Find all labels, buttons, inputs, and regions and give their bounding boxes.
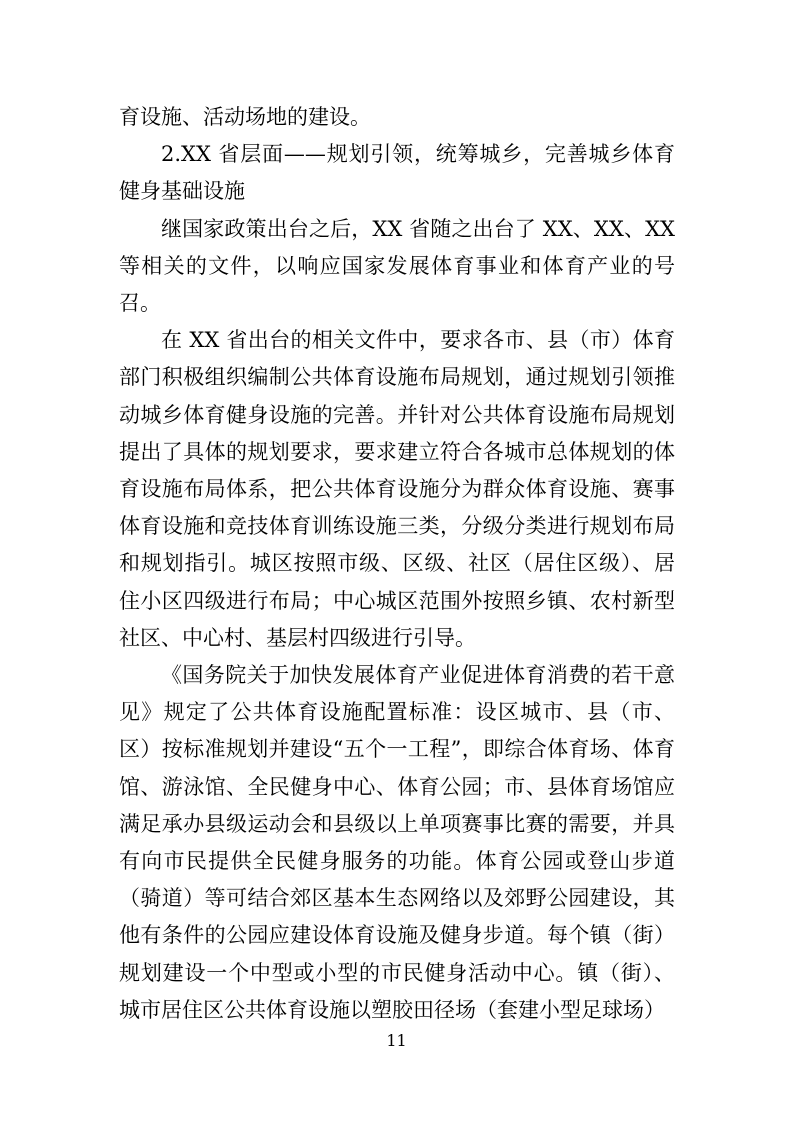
page-number: 11 — [386, 1031, 407, 1050]
section-heading: 2.XX 省层面——规划引领，统筹城乡，完善城乡体育健身基础设施 — [119, 142, 675, 204]
paragraph: 《国务院关于加快发展体育产业促进体育消费的若干意见》规定了公共体育设施配置标准：设区城市、县（市、区）按标准规划并建设“五个一工程”，即综合体育场、体育馆、游泳馆、全民健身中心、体育公园；市、县体育场馆应满足承办县级运动会和县级以上单项赛事比赛的需要，并具有向市民提供全民健身服务的功能。体育公园或登山步道（骑道）等可结合郊区基本生态网络以及郊野公园建设，其他有条件的公园应建设体育设施及健身步道。每个镇（街）规划建设一个中型或小型的市民健身活动中心。镇（街）、城市居住区公共体育设施以塑胶田径场（套建小型足球场） — [119, 663, 675, 1022]
paragraph: 继国家政策出台之后，XX 省随之出台了 XX、XX、XX 等相关的文件，以响应国家发展体育事业和体育产业的号召。 — [119, 216, 675, 316]
paragraph-continuation: 育设施、活动场地的建设。 — [119, 105, 371, 129]
paragraph: 在 XX 省出台的相关文件中，要求各市、县（市）体育部门积极组织编制公共体育设施布局规划，通过规划引领推动城乡体育健身设施的完善。并针对公共体育设施布局规划提出了具体的规划要求，要求建立符合各城市总体规划的体育设施布局体系，把公共体育设施分为群众体育设施、赛事体育设施和竞技体育训练设施三类，分级分类进行规划布局和规划指引。城区按照市级、区级、社区（居住区级）、居住小区四级进行布局；中心城区范围外按照乡镇、农村新型社区、中心村、基层村四级进行引导。 — [119, 328, 675, 650]
document-body — [119, 99, 675, 1029]
